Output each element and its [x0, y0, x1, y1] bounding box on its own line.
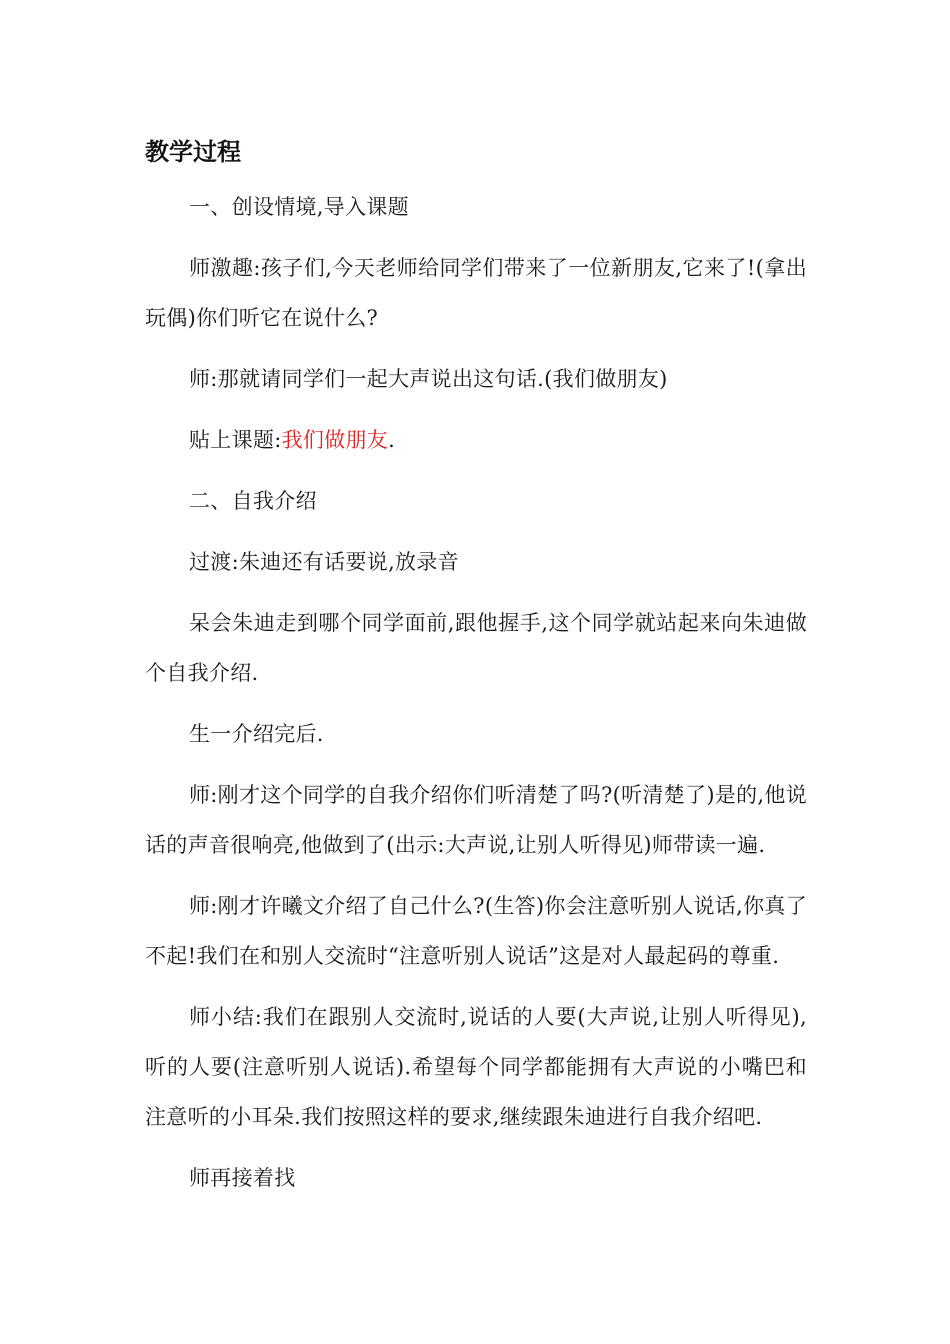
paragraph-handshake-activity: 呆会朱迪走到哪个同学面前,跟他握手,这个同学就站起来向朱迪做个自我介绍. — [145, 611, 807, 685]
title-line-suffix: . — [388, 428, 396, 452]
paragraph-student-done: 生一介绍完后. — [189, 722, 324, 746]
paragraph-teacher-summary: 师小结:我们在跟别人交流时,说话的人要(大声说,让别人听得见),听的人要(注意听别人说话).希望每个同学都能拥有大声说的小嘴巴和注意听的小耳朵.我们按照这样的要求,继续跟朱迪进行自我介绍吧. — [145, 1005, 807, 1129]
paragraph-teacher-prompt: 师:那就请同学们一起大声说出这句话.(我们做朋友) — [189, 367, 668, 391]
paragraph-transition: 过渡:朱迪还有话要说,放录音 — [189, 550, 459, 574]
paragraph-teacher-intro: 师激趣:孩子们,今天老师给同学们带来了一位新朋友,它来了!(拿出玩偶)你们听它在说什么? — [145, 256, 807, 330]
section-heading: 教学过程 — [145, 138, 241, 166]
paragraph-teacher-continue: 师再接着找 — [189, 1166, 296, 1190]
document-body — [145, 134, 807, 1203]
lesson-title-highlight: 我们做朋友 — [281, 428, 389, 452]
paragraph-section-1-title: 一、创设情境,导入课题 — [189, 195, 409, 219]
paragraph-section-2-title: 二、自我介绍 — [189, 489, 317, 513]
paragraph-title-line — [145, 415, 807, 465]
paragraph-teacher-feedback-1: 师:刚才这个同学的自我介绍你们听清楚了吗?(听清楚了)是的,他说话的声音很响亮,他做到了(出示:大声说,让别人听得见)师带读一遍. — [145, 783, 807, 857]
title-line-prefix: 贴上课题: — [189, 428, 282, 452]
paragraph-teacher-feedback-2: 师:刚才许曦文介绍了自己什么?(生答)你会注意听别人说话,你真了不起!我们在和别人交流时“注意听别人说话”这是对人最起码的尊重. — [145, 894, 807, 968]
